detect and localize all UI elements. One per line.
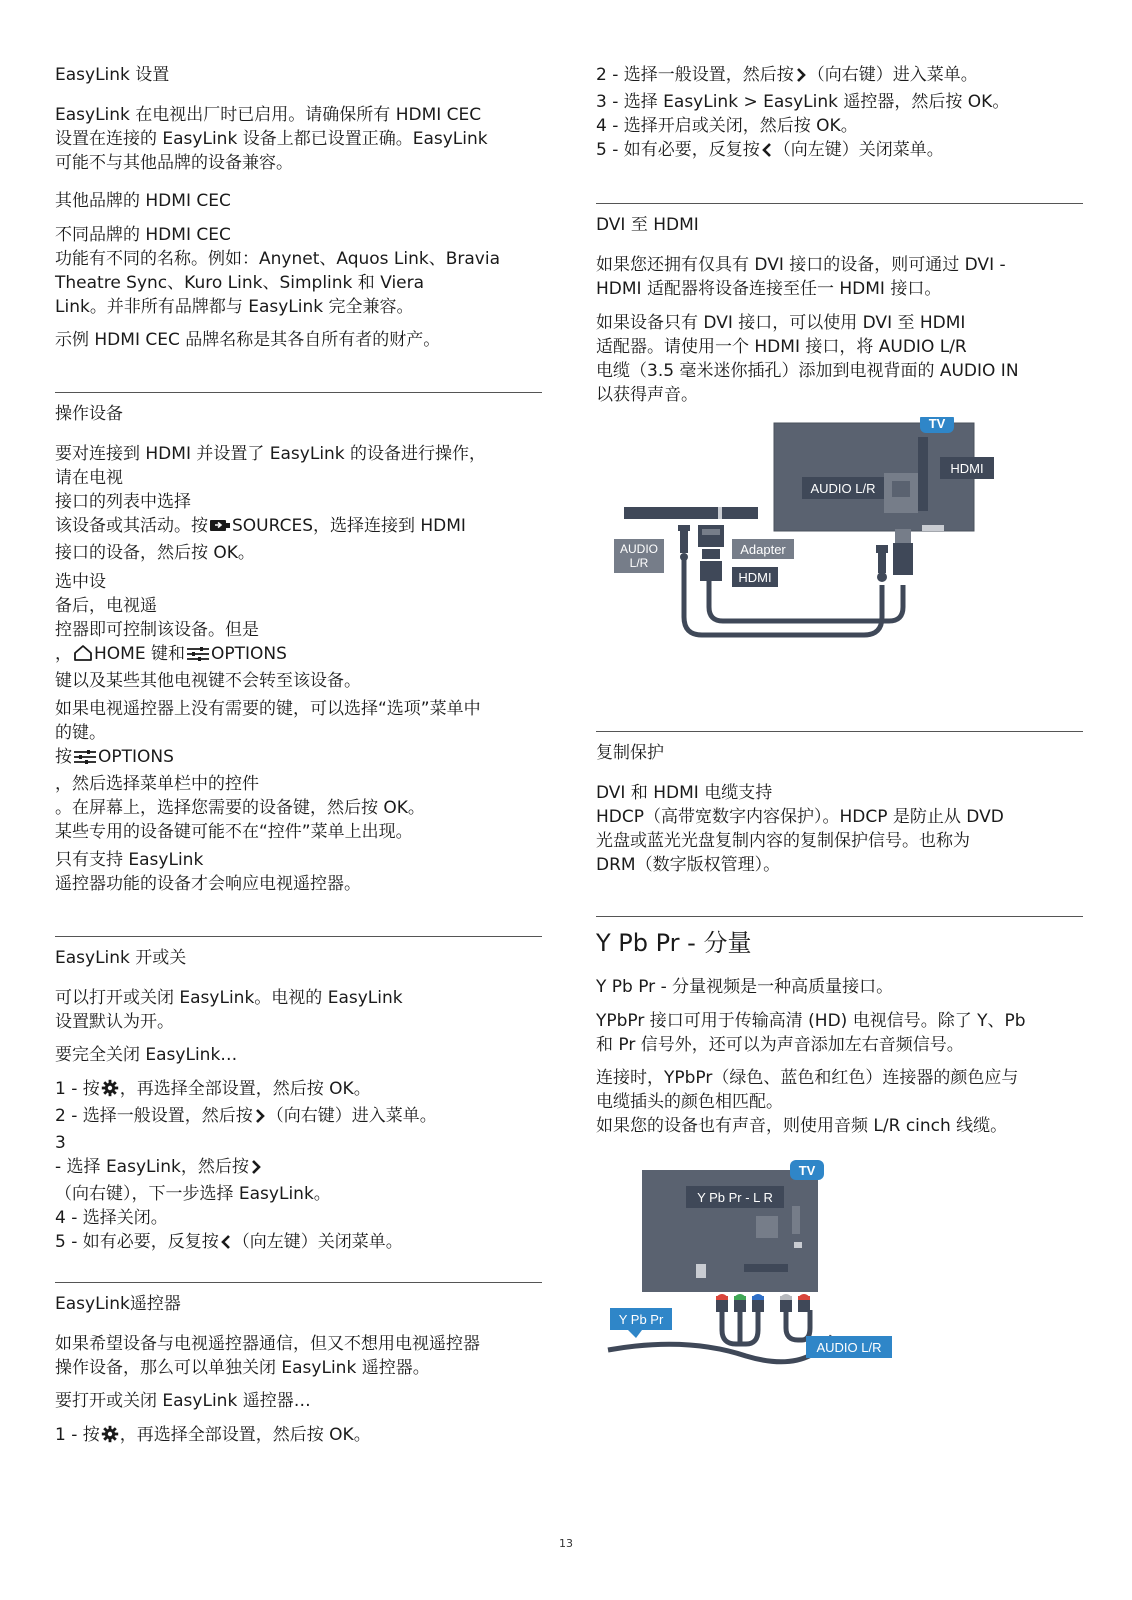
text-run: 5 - 如有必要，反复按	[55, 1232, 219, 1252]
audio-dev-label-2: L/R	[629, 556, 649, 570]
step-3-number: 3	[55, 1133, 66, 1153]
text-line: 要对连接到 HDMI 并设置了 EasyLink 的设备进行操作，	[55, 444, 487, 464]
adapter-pins	[702, 529, 720, 535]
text-run: 按	[55, 747, 72, 767]
text-run: 2 - 选择一般设置，然后按	[55, 1106, 253, 1126]
step-2	[596, 63, 1083, 90]
text-line: （向右键），下一步选择 EasyLink。	[55, 1184, 331, 1204]
step-2	[55, 1104, 542, 1131]
step-4: 4 - 选择开启或关闭，然后按 OK。	[596, 116, 858, 136]
text-run: ，再选择全部设置，然后按 OK。	[119, 1425, 371, 1445]
easylink-settings-section	[55, 63, 542, 87]
text-line: 如果希望设备与电视遥控器通信，但又不想用电视遥控器	[55, 1334, 480, 1354]
audio-dev-label-1: AUDIO	[619, 542, 659, 556]
text-line: 示例 HDMI CEC 品牌名称是其各自所有者的财产。	[55, 330, 441, 350]
text-line: 可能不与其他品牌的设备兼容。	[55, 153, 293, 173]
hdmi-plug-tv	[893, 543, 913, 575]
text-line: 适配器。请使用一个 HDMI 接口，将 AUDIO L/R	[596, 337, 967, 357]
text-run: SOURCES，选择连接到 HDMI	[232, 516, 466, 536]
text-line: HDCP（高带宽数字内容保护）。HDCP 是防止从 DVD	[596, 807, 1004, 827]
text-line: 不同品牌的 HDMI CEC	[55, 225, 231, 245]
ypbpr-label: Y Pb Pr	[618, 1312, 664, 1327]
dvi-to-hdmi-section	[596, 213, 1083, 237]
text-run: 1 - 按	[55, 1425, 100, 1445]
text-line: 如果您的设备也有声音，则使用音频 L/R cinch 线缆。	[596, 1116, 1008, 1136]
section-title: EasyLink 设置	[55, 65, 170, 85]
audio-plug-tip-left	[680, 553, 688, 561]
section-title: DVI 至 HDMI	[596, 215, 699, 235]
text-line: 电缆（3.5 毫米迷你插孔）添加到电视背面的 AUDIO IN	[596, 361, 1019, 381]
paragraph	[596, 1009, 1083, 1057]
text-line: 和 Pr 信号外，还可以为声音添加左右音频信号。	[596, 1035, 964, 1055]
text-line: 以获得声音。	[596, 385, 698, 405]
adapter-neck	[702, 549, 720, 559]
tv-port-small	[696, 1264, 706, 1278]
text-line: DRM（数字版权管理）。	[596, 855, 781, 875]
text-line: 功能有不同的名称。例如：Anynet、Aquos Link、Bravia	[55, 249, 501, 269]
device-body	[624, 507, 758, 519]
step-4: 4 - 选择关闭。	[55, 1208, 168, 1228]
paragraph	[55, 986, 542, 1034]
text-line: ，然后选择菜单栏中的控件	[55, 774, 259, 794]
text-run: （向右键）进入菜单。	[807, 65, 978, 85]
text-line	[55, 745, 542, 772]
text-line: 接口的设备，然后按 OK。	[55, 543, 255, 563]
text-run: （向左键）关闭菜单。	[232, 1232, 403, 1252]
port-label: Y Pb Pr - L R	[697, 1190, 773, 1205]
text-run: 2 - 选择一般设置，然后按	[596, 65, 794, 85]
audio-label: AUDIO L/R	[816, 1340, 882, 1355]
text-line: 的键。	[55, 723, 106, 743]
hdmi-dev-label: HDMI	[738, 570, 772, 585]
text-line: 要完全关闭 EasyLink…	[55, 1045, 238, 1065]
section-divider	[596, 916, 1083, 917]
text-line: 设置在连接的 EasyLink 设备上都已设置正确。EasyLink	[55, 129, 488, 149]
section-title: EasyLink 开或关	[55, 948, 187, 968]
audio-jack-right	[876, 545, 888, 553]
chevron-left-icon	[761, 141, 773, 165]
section-title: 复制保护	[596, 743, 664, 763]
text-line: EasyLink 在电视出厂时已启用。请确保所有 HDMI CEC	[55, 105, 482, 125]
text-line: 连接时，YPbPr（绿色、蓝色和红色）连接器的颜色应与	[596, 1068, 1019, 1088]
text-line: 接口的列表中选择	[55, 492, 191, 512]
audio-plug-tip-right	[877, 572, 887, 582]
tv-badge-label: TV	[928, 417, 946, 431]
adapter-label: Adapter	[740, 542, 786, 557]
paragraph	[55, 103, 542, 175]
ypbpr-heading	[596, 928, 1083, 958]
home-icon	[73, 644, 93, 669]
tv-led	[794, 1242, 802, 1248]
text-line: 选中设	[55, 572, 106, 592]
steps-list	[596, 63, 1083, 165]
page-title: Y Pb Pr - 分量	[596, 929, 752, 957]
text-line: 某些专用的设备键可能不在“控件”菜单上出现。	[55, 822, 413, 842]
operate-device-section	[55, 402, 542, 426]
options-icon	[186, 645, 210, 669]
steps-list	[55, 1423, 542, 1450]
hdmi-plug-tv-head	[895, 529, 911, 543]
paragraph	[55, 1043, 542, 1067]
tv-led	[922, 525, 944, 531]
text-line	[55, 642, 542, 669]
text-run: ，	[55, 644, 72, 664]
hdmi-plug-device	[700, 561, 722, 581]
text-run: - 选择 EasyLink，然后按	[55, 1157, 249, 1177]
tv-badge-label: TV	[798, 1163, 816, 1178]
text-run: OPTIONS	[98, 747, 174, 767]
page-number: 13	[559, 1537, 573, 1550]
step-5	[55, 1230, 542, 1257]
adapter-body	[698, 525, 724, 547]
text-line: 。在屏幕上，选择您需要的设备键，然后按 OK。	[55, 798, 425, 818]
text-line: 如果设备只有 DVI 接口，可以使用 DVI 至 HDMI	[596, 313, 966, 333]
section-divider	[596, 203, 1083, 204]
steps-list	[55, 1077, 542, 1257]
text-line: 如果电视遥控器上没有需要的键，可以选择“选项”菜单中	[55, 699, 481, 719]
chevron-left-icon	[220, 1233, 232, 1257]
text-line: Y Pb Pr - 分量视频是一种高质量接口。	[596, 977, 894, 997]
text-line: 要打开或关闭 EasyLink 遥控器…	[55, 1391, 311, 1411]
paragraph	[55, 570, 542, 693]
text-line: HDMI 适配器将设备连接至任一 HDMI 接口。	[596, 279, 942, 299]
text-line: Link。并非所有品牌都与 EasyLink 完全兼容。	[55, 297, 414, 317]
text-line: 设置默认为开。	[55, 1012, 174, 1032]
text-line: 电缆插头的颜色相匹配。	[596, 1092, 783, 1112]
text-line: DVI 和 HDMI 电缆支持	[596, 783, 773, 803]
audio-plug-right	[878, 553, 886, 573]
gear-icon	[101, 1079, 119, 1104]
hdmi-tv-label: HDMI	[950, 461, 984, 476]
easylink-remote-section	[55, 1292, 542, 1316]
text-run: 5 - 如有必要，反复按	[596, 140, 760, 160]
paragraph	[55, 1332, 542, 1380]
paragraph	[55, 848, 542, 896]
text-line: 可以打开或关闭 EasyLink。电视的 EasyLink	[55, 988, 403, 1008]
paragraph	[596, 975, 1083, 999]
easylink-on-off-section	[55, 946, 542, 970]
section-divider	[596, 731, 1083, 732]
text-run: OPTIONS	[210, 644, 287, 664]
audio-jack-left	[678, 525, 690, 531]
tv-port-block	[756, 1216, 778, 1238]
tv-port-strip	[792, 1206, 800, 1234]
section-divider	[55, 1282, 542, 1283]
ypbpr-label-pointer	[628, 1330, 642, 1338]
text-run: HOME 键和	[94, 644, 185, 664]
paragraph	[55, 1389, 542, 1413]
paragraph	[55, 442, 542, 565]
text-run: ，再选择全部设置，然后按 OK。	[119, 1079, 371, 1099]
paragraph	[55, 328, 542, 352]
subheading	[55, 189, 542, 213]
paragraph	[596, 253, 1083, 301]
copy-protection-section	[596, 741, 1083, 765]
text-line: 操作设备，那么可以单独关闭 EasyLink 遥控器。	[55, 1358, 430, 1378]
audio-cable-loop	[786, 1310, 810, 1340]
text-line: 光盘或蓝光光盘复制内容的复制保护信号。也称为	[596, 831, 970, 851]
text-line: 备后，电视遥	[55, 596, 157, 616]
section-title: EasyLink遥控器	[55, 1294, 181, 1314]
chevron-right-icon	[795, 66, 807, 90]
text-line: 只有支持 EasyLink	[55, 850, 204, 870]
tv-port	[892, 481, 910, 497]
dvi-hdmi-diagram	[614, 417, 994, 657]
sources-icon	[209, 517, 231, 541]
rca-plugs	[716, 1294, 810, 1312]
chevron-right-icon	[254, 1107, 266, 1131]
section-divider	[55, 936, 542, 937]
text-run: 该设备或其活动。按	[55, 516, 208, 536]
audio-tv-label: AUDIO L/R	[810, 481, 876, 496]
text-line: YPbPr 接口可用于传输高清 (HD) 电视信号。除了 Y、Pb	[596, 1011, 1026, 1031]
paragraph	[596, 311, 1083, 407]
paragraph	[596, 781, 1083, 877]
paragraph	[596, 1066, 1083, 1138]
step-3: 3 - 选择 EasyLink > EasyLink 遥控器，然后按 OK。	[596, 92, 1010, 112]
text-line: 请在电视	[55, 468, 123, 488]
text-line: 控器即可控制该设备。但是	[55, 620, 259, 640]
gear-icon	[101, 1425, 119, 1450]
step-1	[55, 1077, 542, 1104]
text-run: （向左键）关闭菜单。	[773, 140, 944, 160]
hdmi-port-slot	[918, 437, 928, 511]
text-line: 其他品牌的 HDMI CEC	[55, 191, 231, 211]
audio-plug-left	[680, 531, 688, 553]
section-divider	[55, 392, 542, 393]
step-1	[55, 1423, 542, 1450]
step-5	[596, 138, 1083, 165]
section-title: 操作设备	[55, 404, 123, 424]
ypbpr-diagram	[596, 1160, 896, 1375]
tv-port-bar	[744, 1264, 788, 1272]
step-3	[55, 1155, 542, 1182]
text-run: （向右键）进入菜单。	[266, 1106, 437, 1126]
text-line: Theatre Sync、Kuro Link、Simplink 和 Viera	[55, 273, 425, 293]
text-line: 键以及某些其他电视键不会转至该设备。	[55, 671, 361, 691]
text-line: 遥控器功能的设备才会响应电视遥控器。	[55, 874, 361, 894]
text-line: 如果您还拥有仅具有 DVI 接口的设备，则可通过 DVI -	[596, 255, 1006, 275]
text-run: 1 - 按	[55, 1079, 100, 1099]
paragraph	[55, 697, 542, 844]
options-icon	[73, 748, 97, 772]
text-line	[55, 514, 542, 541]
paragraph	[55, 223, 542, 319]
device-mark	[718, 507, 722, 519]
chevron-right-icon	[250, 1158, 262, 1182]
